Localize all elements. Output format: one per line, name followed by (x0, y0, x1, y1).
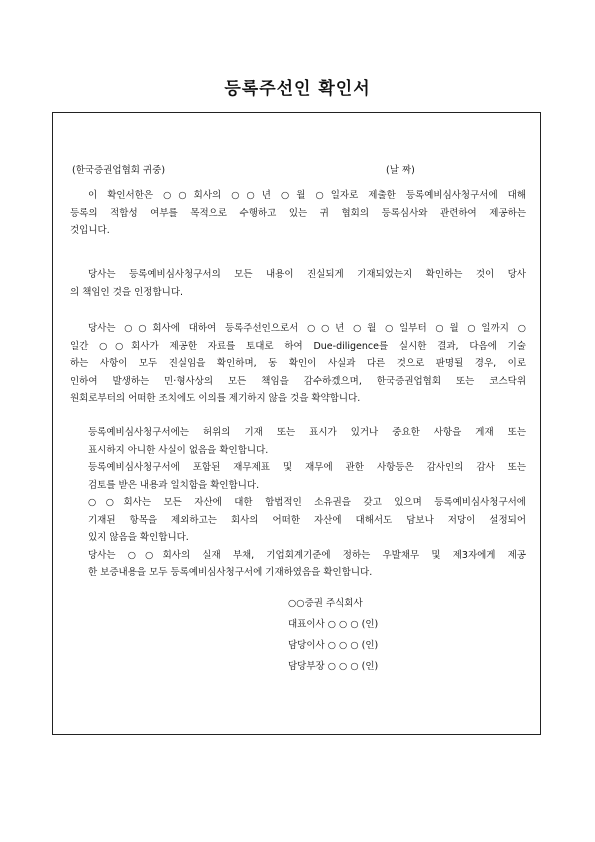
confirmation-line: 당사는 ○○회사의 실재 부채, 기업회계기준에 정하는 우발채무 및 제3자에게 제공 (88, 549, 526, 561)
text-line: 하는 사항이 모두 진실임을 확인하며, 동 확인이 사실과 다른 것으로 판명될 경우, 이로 (70, 358, 526, 369)
signature-director: 담당이사 ○ ○ ○ (인) (288, 640, 379, 651)
text-line: 의 책임인 것을 인정합니다. (70, 286, 184, 298)
text-line: 원회로부터의 어떠한 조치에도 이의를 제기하지 않을 것을 확약합니다. (70, 393, 361, 404)
text-line: 인하여 발생하는 민·형사상의 모든 책임을 감수하겠으며, 한국증권업협회 또는 코스닥위 (70, 375, 526, 387)
text-line: 당사는 등록예비심사청구서의 모든 내용이 진실되게 기재되었는지 확인하는 것이 당사 (88, 269, 526, 280)
text-line: 일간 ○○회사가 제공한 자료를 토대로 하여 Due-diligence를 실시한 결과, 다음에 기술 (70, 340, 526, 352)
paragraph-due-diligence (70, 320, 526, 408)
confirmation-line: 한 보증내용을 모두 등록예비심사청구서에 기재하였음을 확인합니다. (88, 567, 373, 578)
confirmation-line: 있지 않음을 확인합니다. (88, 532, 189, 543)
text-line: 것입니다. (70, 225, 110, 236)
confirmation-line: 등록예비심사청구서에 포함된 재무제표 및 재무에 관한 사항등은 감사인의 감사 또는 (88, 462, 526, 473)
text-line: 등록의 적합성 여부를 목적으로 수행하고 있는 귀 협회의 등록심사와 관련하여 제공하는 (70, 207, 526, 219)
confirmation-line: 검토를 받은 내용과 일치함을 확인합니다. (88, 479, 260, 491)
confirmation-line: ○○회사는 모든 자산에 대한 합법적인 소유권을 갖고 있으며 등록예비심사청구서에 (88, 497, 526, 508)
paragraph-purpose (70, 187, 526, 240)
confirmation-line: 표시하지 아니한 사실이 없음을 확인합니다. (88, 444, 269, 456)
signature-company: ○○증권 주식회사 (288, 598, 363, 609)
confirmation-line: 기재된 항목을 제외하고는 회사의 어떠한 자산에 대해서도 담보나 저당이 설정되어 (88, 514, 526, 526)
confirmation-line: 등록예비심사청구서에는 허위의 기재 또는 표시가 있거나 중요한 사항을 게재 또는 (88, 427, 526, 438)
text-line: 이 확인서한은 ○○회사의 ○○년 ○월 ○일자로 제출한 등록예비심사청구서에 대해 (88, 190, 526, 201)
signature-ceo: 대표이사 ○ ○ ○ (인) (288, 619, 379, 630)
text-line: 당사는 ○○회사에 대하여 등록주선인으로서 ○○년 ○월 ○일부터 ○월 ○일까지 ○ (88, 323, 526, 334)
confirmation-list (88, 424, 526, 582)
signature-block (288, 593, 378, 677)
signature-manager: 담당부장 ○ ○ ○ (인) (288, 661, 379, 672)
page-title: 등록주선인 확인서 (224, 79, 371, 99)
recipient-label: (한국증권업협회 귀중) (72, 165, 166, 176)
paragraph-responsibility (70, 266, 526, 301)
date-label: (날 짜) (386, 165, 415, 176)
